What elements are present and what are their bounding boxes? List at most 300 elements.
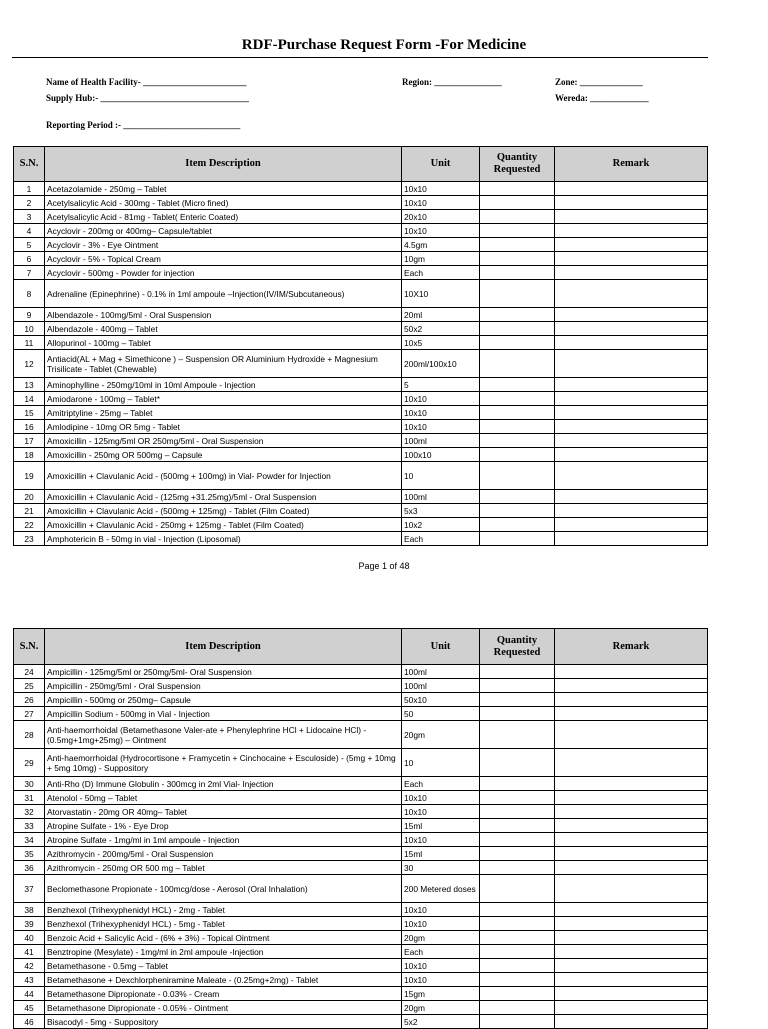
cell-sn: 21 xyxy=(14,504,45,518)
table-row xyxy=(14,280,708,308)
cell-unit: 100ml xyxy=(402,490,480,504)
table-row xyxy=(14,378,708,392)
cell-remark-input[interactable] xyxy=(555,392,708,406)
health-facility-field[interactable] xyxy=(46,77,246,87)
cell-sn: 22 xyxy=(14,518,45,532)
cell-description: Anti-haemorrhoidal (Betamethasone Valer-ate + Phenylephrine HCl + Lidocaine HCl) -(0.5mg+1mg+25mg) – Ointment xyxy=(45,721,402,749)
cell-remark-input[interactable] xyxy=(555,987,708,1001)
cell-sn: 35 xyxy=(14,847,45,861)
woreda-label: Wereda: xyxy=(555,93,588,103)
cell-sn: 38 xyxy=(14,903,45,917)
cell-remark-input[interactable] xyxy=(555,721,708,749)
table-row xyxy=(14,350,708,378)
cell-description: Beclomethasone Propionate - 100mcg/dose - Aerosol (Oral Inhalation) xyxy=(45,875,402,903)
cell-remark-input[interactable] xyxy=(555,196,708,210)
table-row xyxy=(14,805,708,819)
cell-remark-input[interactable] xyxy=(555,532,708,546)
cell-description: Anti-Rho (D) Immune Globulin - 300mcg in 2ml Vial- Injection xyxy=(45,777,402,791)
cell-description: Benzhexol (Trihexyphenidyl HCL) - 5mg - Tablet xyxy=(45,917,402,931)
cell-remark-input[interactable] xyxy=(555,777,708,791)
cell-sn: 2 xyxy=(14,196,45,210)
cell-unit: Each xyxy=(402,532,480,546)
cell-sn: 36 xyxy=(14,861,45,875)
table-row xyxy=(14,238,708,252)
table-row xyxy=(14,518,708,532)
cell-remark-input[interactable] xyxy=(555,819,708,833)
cell-quantity-input[interactable] xyxy=(480,518,555,532)
cell-remark-input[interactable] xyxy=(555,224,708,238)
cell-sn: 15 xyxy=(14,406,45,420)
cell-unit: 4.5gm xyxy=(402,238,480,252)
cell-sn: 13 xyxy=(14,378,45,392)
cell-unit: 200 Metered doses xyxy=(402,875,480,903)
table-row xyxy=(14,448,708,462)
cell-remark-input[interactable] xyxy=(555,875,708,903)
cell-unit: 10x10 xyxy=(402,917,480,931)
cell-remark-input[interactable] xyxy=(555,959,708,973)
cell-description: Amphotericin B - 50mg in vial - Injection (Liposomal) xyxy=(45,532,402,546)
cell-unit: 50x10 xyxy=(402,693,480,707)
cell-unit: 10x10 xyxy=(402,833,480,847)
cell-sn: 33 xyxy=(14,819,45,833)
supply-hub-blank: _________________________________ xyxy=(100,93,250,103)
health-facility-label: Name of Health Facility- xyxy=(46,77,141,87)
cell-quantity-input[interactable] xyxy=(480,875,555,903)
cell-quantity-input[interactable] xyxy=(480,504,555,518)
cell-description: Acyclovir - 200mg or 400mg– Capsule/tablet xyxy=(45,224,402,238)
cell-unit: 200ml/100x10 xyxy=(402,350,480,378)
cell-unit: 10x10 xyxy=(402,392,480,406)
table-row xyxy=(14,931,708,945)
cell-remark-input[interactable] xyxy=(555,280,708,308)
cell-sn: 9 xyxy=(14,308,45,322)
cell-description: Amitriptyline - 25mg – Tablet xyxy=(45,406,402,420)
cell-sn: 14 xyxy=(14,392,45,406)
cell-remark-input[interactable] xyxy=(555,266,708,280)
cell-sn: 32 xyxy=(14,805,45,819)
medicine-table-page-1 xyxy=(13,146,708,546)
cell-remark-input[interactable] xyxy=(555,707,708,721)
cell-remark-input[interactable] xyxy=(555,749,708,777)
cell-description: Albendazole - 100mg/5ml - Oral Suspension xyxy=(45,308,402,322)
cell-description: Acetylsalicylic Acid - 81mg - Tablet( Enteric Coated) xyxy=(45,210,402,224)
table-row xyxy=(14,210,708,224)
cell-sn: 28 xyxy=(14,721,45,749)
cell-description: Benzhexol (Trihexyphenidyl HCL) - 2mg - Tablet xyxy=(45,903,402,917)
cell-sn: 10 xyxy=(14,322,45,336)
cell-quantity-input[interactable] xyxy=(480,434,555,448)
cell-sn: 18 xyxy=(14,448,45,462)
cell-unit: Each xyxy=(402,266,480,280)
cell-remark-input[interactable] xyxy=(555,693,708,707)
cell-quantity-input[interactable] xyxy=(480,679,555,693)
cell-sn: 43 xyxy=(14,973,45,987)
zone-label: Zone: xyxy=(555,77,578,87)
table-row xyxy=(14,973,708,987)
table-row xyxy=(14,987,708,1001)
cell-remark-input[interactable] xyxy=(555,434,708,448)
cell-unit: 20ml xyxy=(402,308,480,322)
cell-unit: 100ml xyxy=(402,665,480,679)
cell-remark-input[interactable] xyxy=(555,791,708,805)
table-row xyxy=(14,532,708,546)
cell-unit: 100x10 xyxy=(402,448,480,462)
cell-description: Amoxicillin + Clavulanic Acid - 250mg + 125mg - Tablet (Film Coated) xyxy=(45,518,402,532)
cell-sn: 19 xyxy=(14,462,45,490)
cell-quantity-input[interactable] xyxy=(480,721,555,749)
page-title: RDF-Purchase Request Form -For Medicine xyxy=(241,37,527,53)
col-header-quantity: Quantity Requested xyxy=(480,147,555,182)
table-row xyxy=(14,847,708,861)
cell-sn: 46 xyxy=(14,1015,45,1029)
table-row xyxy=(14,777,708,791)
cell-remark-input[interactable] xyxy=(555,210,708,224)
title-divider xyxy=(12,57,708,58)
cell-description: Ampicillin - 250mg/5ml - Oral Suspension xyxy=(45,679,402,693)
cell-remark-input[interactable] xyxy=(555,322,708,336)
supply-hub-field[interactable] xyxy=(46,93,249,103)
cell-remark-input[interactable] xyxy=(555,238,708,252)
cell-quantity-input[interactable] xyxy=(480,378,555,392)
cell-remark-input[interactable] xyxy=(555,406,708,420)
cell-description: Acyclovir - 500mg - Powder for injection xyxy=(45,266,402,280)
table-row xyxy=(14,462,708,490)
cell-sn: 1 xyxy=(14,182,45,196)
table-row xyxy=(14,336,708,350)
cell-description: Betamethasone - 0.5mg – Tablet xyxy=(45,959,402,973)
cell-quantity-input[interactable] xyxy=(480,308,555,322)
cell-quantity-input[interactable] xyxy=(480,973,555,987)
cell-unit: 10x2 xyxy=(402,518,480,532)
cell-sn: 6 xyxy=(14,252,45,266)
table-row xyxy=(14,679,708,693)
cell-quantity-input[interactable] xyxy=(480,903,555,917)
cell-sn: 3 xyxy=(14,210,45,224)
cell-description: Amlodipine - 10mg OR 5mg - Tablet xyxy=(45,420,402,434)
table-row xyxy=(14,819,708,833)
cell-sn: 23 xyxy=(14,532,45,546)
table-row xyxy=(14,504,708,518)
cell-remark-input[interactable] xyxy=(555,350,708,378)
table-row xyxy=(14,959,708,973)
table-row xyxy=(14,875,708,903)
cell-sn: 11 xyxy=(14,336,45,350)
cell-sn: 42 xyxy=(14,959,45,973)
region-label: Region: xyxy=(402,77,432,87)
cell-unit: 50 xyxy=(402,707,480,721)
cell-unit: 15ml xyxy=(402,847,480,861)
cell-description: Ampicillin - 125mg/5ml or 250mg/5ml- Oral Suspension xyxy=(45,665,402,679)
cell-unit: 10x10 xyxy=(402,959,480,973)
table-row xyxy=(14,322,708,336)
cell-quantity-input[interactable] xyxy=(480,252,555,266)
cell-sn: 44 xyxy=(14,987,45,1001)
cell-remark-input[interactable] xyxy=(555,805,708,819)
cell-unit: 10 xyxy=(402,462,480,490)
table-row xyxy=(14,490,708,504)
table-body-page-2 xyxy=(14,665,708,1029)
cell-unit: Each xyxy=(402,945,480,959)
cell-sn: 45 xyxy=(14,1001,45,1015)
cell-description: Azithromycin - 200mg/5ml - Oral Suspension xyxy=(45,847,402,861)
cell-unit: 100ml xyxy=(402,434,480,448)
woreda-field[interactable] xyxy=(555,93,649,103)
cell-sn: 12 xyxy=(14,350,45,378)
zone-blank: ______________ xyxy=(579,77,643,87)
cell-unit: 5 xyxy=(402,378,480,392)
cell-remark-input[interactable] xyxy=(555,504,708,518)
cell-sn: 17 xyxy=(14,434,45,448)
cell-remark-input[interactable] xyxy=(555,462,708,490)
cell-description: Allopurinol - 100mg – Tablet xyxy=(45,336,402,350)
cell-remark-input[interactable] xyxy=(555,518,708,532)
cell-unit: 15gm xyxy=(402,987,480,1001)
table-row xyxy=(14,833,708,847)
cell-quantity-input[interactable] xyxy=(480,280,555,308)
cell-description: Bisacodyl - 5mg - Suppository xyxy=(45,1015,402,1029)
table-row xyxy=(14,1015,708,1029)
cell-remark-input[interactable] xyxy=(555,448,708,462)
table-row xyxy=(14,224,708,238)
cell-sn: 40 xyxy=(14,931,45,945)
page-number: Page 1 of 48 xyxy=(358,561,410,571)
cell-description: Betamethasone Dipropionate - 0.03% - Cream xyxy=(45,987,402,1001)
cell-sn: 5 xyxy=(14,238,45,252)
cell-unit: 10x5 xyxy=(402,336,480,350)
table-row xyxy=(14,861,708,875)
cell-remark-input[interactable] xyxy=(555,679,708,693)
cell-description: Amoxicillin + Clavulanic Acid - (500mg + 125mg) - Tablet (Film Coated) xyxy=(45,504,402,518)
cell-quantity-input[interactable] xyxy=(480,707,555,721)
col-header-remark: Remark xyxy=(555,629,708,665)
reporting-period-blank: __________________________ xyxy=(123,120,241,130)
table-row xyxy=(14,308,708,322)
cell-quantity-input[interactable] xyxy=(480,847,555,861)
cell-remark-input[interactable] xyxy=(555,378,708,392)
cell-quantity-input[interactable] xyxy=(480,1001,555,1015)
table-header-row xyxy=(14,629,708,665)
cell-quantity-input[interactable] xyxy=(480,945,555,959)
cell-quantity-input[interactable] xyxy=(480,210,555,224)
cell-quantity-input[interactable] xyxy=(480,987,555,1001)
cell-quantity-input[interactable] xyxy=(480,238,555,252)
cell-quantity-input[interactable] xyxy=(480,931,555,945)
cell-remark-input[interactable] xyxy=(555,1001,708,1015)
table-row xyxy=(14,252,708,266)
col-header-sn: S.N. xyxy=(14,629,45,665)
cell-sn: 30 xyxy=(14,777,45,791)
cell-description: Albendazole - 400mg – Tablet xyxy=(45,322,402,336)
cell-description: Ampicillin Sodium - 500mg in Vial - Injection xyxy=(45,707,402,721)
cell-sn: 29 xyxy=(14,749,45,777)
cell-description: Ampicillin - 500mg or 250mg– Capsule xyxy=(45,693,402,707)
cell-quantity-input[interactable] xyxy=(480,532,555,546)
cell-remark-input[interactable] xyxy=(555,861,708,875)
cell-remark-input[interactable] xyxy=(555,182,708,196)
cell-unit: 10x10 xyxy=(402,196,480,210)
cell-remark-input[interactable] xyxy=(555,420,708,434)
cell-unit: 10x10 xyxy=(402,791,480,805)
table-row xyxy=(14,665,708,679)
cell-unit: 10x10 xyxy=(402,406,480,420)
region-field[interactable] xyxy=(402,77,502,87)
cell-unit: 10X10 xyxy=(402,280,480,308)
cell-description: Atropine Sulfate - 1mg/ml in 1ml ampoule - Injection xyxy=(45,833,402,847)
col-header-remark: Remark xyxy=(555,147,708,182)
cell-quantity-input[interactable] xyxy=(480,336,555,350)
cell-quantity-input[interactable] xyxy=(480,196,555,210)
col-header-sn: S.N. xyxy=(14,147,45,182)
cell-sn: 26 xyxy=(14,693,45,707)
cell-unit: 20x10 xyxy=(402,210,480,224)
cell-quantity-input[interactable] xyxy=(480,224,555,238)
cell-description: Atropine Sulfate - 1% - Eye Drop xyxy=(45,819,402,833)
col-header-quantity: Quantity Requested xyxy=(480,629,555,665)
cell-quantity-input[interactable] xyxy=(480,448,555,462)
cell-sn: 39 xyxy=(14,917,45,931)
health-facility-blank: _______________________ xyxy=(142,77,247,87)
cell-description: Benzoic Acid + Salicylic Acid - (6% + 3%) - Topical Ointment xyxy=(45,931,402,945)
cell-quantity-input[interactable] xyxy=(480,392,555,406)
table-header-row xyxy=(14,147,708,182)
cell-unit: 30 xyxy=(402,861,480,875)
table-row xyxy=(14,917,708,931)
cell-sn: 7 xyxy=(14,266,45,280)
cell-unit: 10x10 xyxy=(402,805,480,819)
cell-quantity-input[interactable] xyxy=(480,462,555,490)
table-row xyxy=(14,749,708,777)
cell-sn: 27 xyxy=(14,707,45,721)
cell-quantity-input[interactable] xyxy=(480,1015,555,1029)
cell-unit: 10x10 xyxy=(402,973,480,987)
cell-description: Antiacid(AL + Mag + Simethicone ) – Suspension OR Aluminium Hydroxide + Magnesium Trisilicate - Tablet (Chewable) xyxy=(45,350,402,378)
cell-description: Amoxicillin + Clavulanic Acid - (500mg + 100mg) in Vial- Powder for Injection xyxy=(45,462,402,490)
cell-remark-input[interactable] xyxy=(555,833,708,847)
cell-description: Amiodarone - 100mg – Tablet* xyxy=(45,392,402,406)
table-body-page-1 xyxy=(14,182,708,546)
reporting-period-field[interactable] xyxy=(46,120,240,130)
cell-description: Azithromycin - 250mg OR 500 mg – Tablet xyxy=(45,861,402,875)
cell-remark-input[interactable] xyxy=(555,308,708,322)
cell-unit: 10x10 xyxy=(402,224,480,238)
cell-unit: 20gm xyxy=(402,1001,480,1015)
cell-description: Atenolol - 50mg – Tablet xyxy=(45,791,402,805)
cell-quantity-input[interactable] xyxy=(480,322,555,336)
cell-unit: 10x10 xyxy=(402,903,480,917)
cell-remark-input[interactable] xyxy=(555,336,708,350)
cell-quantity-input[interactable] xyxy=(480,350,555,378)
cell-quantity-input[interactable] xyxy=(480,819,555,833)
woreda-blank: _____________ xyxy=(590,93,649,103)
table-row xyxy=(14,196,708,210)
cell-sn: 34 xyxy=(14,833,45,847)
cell-quantity-input[interactable] xyxy=(480,182,555,196)
cell-unit: 50x2 xyxy=(402,322,480,336)
cell-sn: 25 xyxy=(14,679,45,693)
cell-quantity-input[interactable] xyxy=(480,791,555,805)
cell-sn: 4 xyxy=(14,224,45,238)
cell-description: Acetylsalicylic Acid - 300mg - Tablet (Micro fined) xyxy=(45,196,402,210)
cell-remark-input[interactable] xyxy=(555,903,708,917)
cell-remark-input[interactable] xyxy=(555,252,708,266)
table-row xyxy=(14,266,708,280)
cell-quantity-input[interactable] xyxy=(480,490,555,504)
cell-quantity-input[interactable] xyxy=(480,861,555,875)
supply-hub-label: Supply Hub:- xyxy=(46,93,99,103)
cell-quantity-input[interactable] xyxy=(480,693,555,707)
cell-quantity-input[interactable] xyxy=(480,749,555,777)
cell-remark-input[interactable] xyxy=(555,945,708,959)
cell-sn: 31 xyxy=(14,791,45,805)
cell-quantity-input[interactable] xyxy=(480,266,555,280)
table-row xyxy=(14,903,708,917)
table-row xyxy=(14,693,708,707)
cell-remark-input[interactable] xyxy=(555,917,708,931)
cell-quantity-input[interactable] xyxy=(480,665,555,679)
cell-remark-input[interactable] xyxy=(555,973,708,987)
table-row xyxy=(14,707,708,721)
cell-description: Amoxicillin - 250mg OR 500mg – Capsule xyxy=(45,448,402,462)
cell-unit: 20gm xyxy=(402,931,480,945)
cell-description: Atorvastatin - 20mg OR 40mg– Tablet xyxy=(45,805,402,819)
cell-remark-input[interactable] xyxy=(555,1015,708,1029)
cell-description: Betamethasone Dipropionate - 0.05% - Ointment xyxy=(45,1001,402,1015)
table-row xyxy=(14,406,708,420)
cell-sn: 16 xyxy=(14,420,45,434)
cell-quantity-input[interactable] xyxy=(480,805,555,819)
table-row xyxy=(14,434,708,448)
cell-description: Adrenaline (Epinephrine) - 0.1% in 1ml ampoule –Injection(IV/IM/Subcutaneous) xyxy=(45,280,402,308)
cell-unit: 5x2 xyxy=(402,1015,480,1029)
col-header-description: Item Description xyxy=(45,629,402,665)
cell-quantity-input[interactable] xyxy=(480,406,555,420)
cell-description: Acyclovir - 3% - Eye Ointment xyxy=(45,238,402,252)
cell-remark-input[interactable] xyxy=(555,490,708,504)
cell-quantity-input[interactable] xyxy=(480,959,555,973)
medicine-table-page-2 xyxy=(13,628,708,1029)
cell-unit: 10 xyxy=(402,749,480,777)
cell-sn: 37 xyxy=(14,875,45,903)
cell-unit: 5x3 xyxy=(402,504,480,518)
table-row xyxy=(14,945,708,959)
cell-quantity-input[interactable] xyxy=(480,777,555,791)
cell-description: Amoxicillin + Clavulanic Acid - (125mg +31.25mg)/5ml - Oral Suspension xyxy=(45,490,402,504)
col-header-unit: Unit xyxy=(402,147,480,182)
table-row xyxy=(14,1001,708,1015)
cell-sn: 24 xyxy=(14,665,45,679)
region-blank: _______________ xyxy=(434,77,502,87)
cell-quantity-input[interactable] xyxy=(480,833,555,847)
cell-remark-input[interactable] xyxy=(555,931,708,945)
cell-description: Betamethasone + Dexchlorpheniramine Maleate - (0.25mg+2mg) - Tablet xyxy=(45,973,402,987)
cell-remark-input[interactable] xyxy=(555,665,708,679)
table-row xyxy=(14,791,708,805)
cell-description: Benztropine (Mesylate) - 1mg/ml in 2ml ampoule -Injection xyxy=(45,945,402,959)
cell-remark-input[interactable] xyxy=(555,847,708,861)
cell-unit: 100ml xyxy=(402,679,480,693)
cell-sn: 41 xyxy=(14,945,45,959)
table-row xyxy=(14,182,708,196)
zone-field[interactable] xyxy=(555,77,643,87)
cell-quantity-input[interactable] xyxy=(480,917,555,931)
cell-quantity-input[interactable] xyxy=(480,420,555,434)
reporting-period-label: Reporting Period :- xyxy=(46,120,121,130)
cell-unit: 10x10 xyxy=(402,420,480,434)
cell-unit: 10x10 xyxy=(402,182,480,196)
cell-unit: 15ml xyxy=(402,819,480,833)
table-row xyxy=(14,392,708,406)
cell-unit: 20gm xyxy=(402,721,480,749)
